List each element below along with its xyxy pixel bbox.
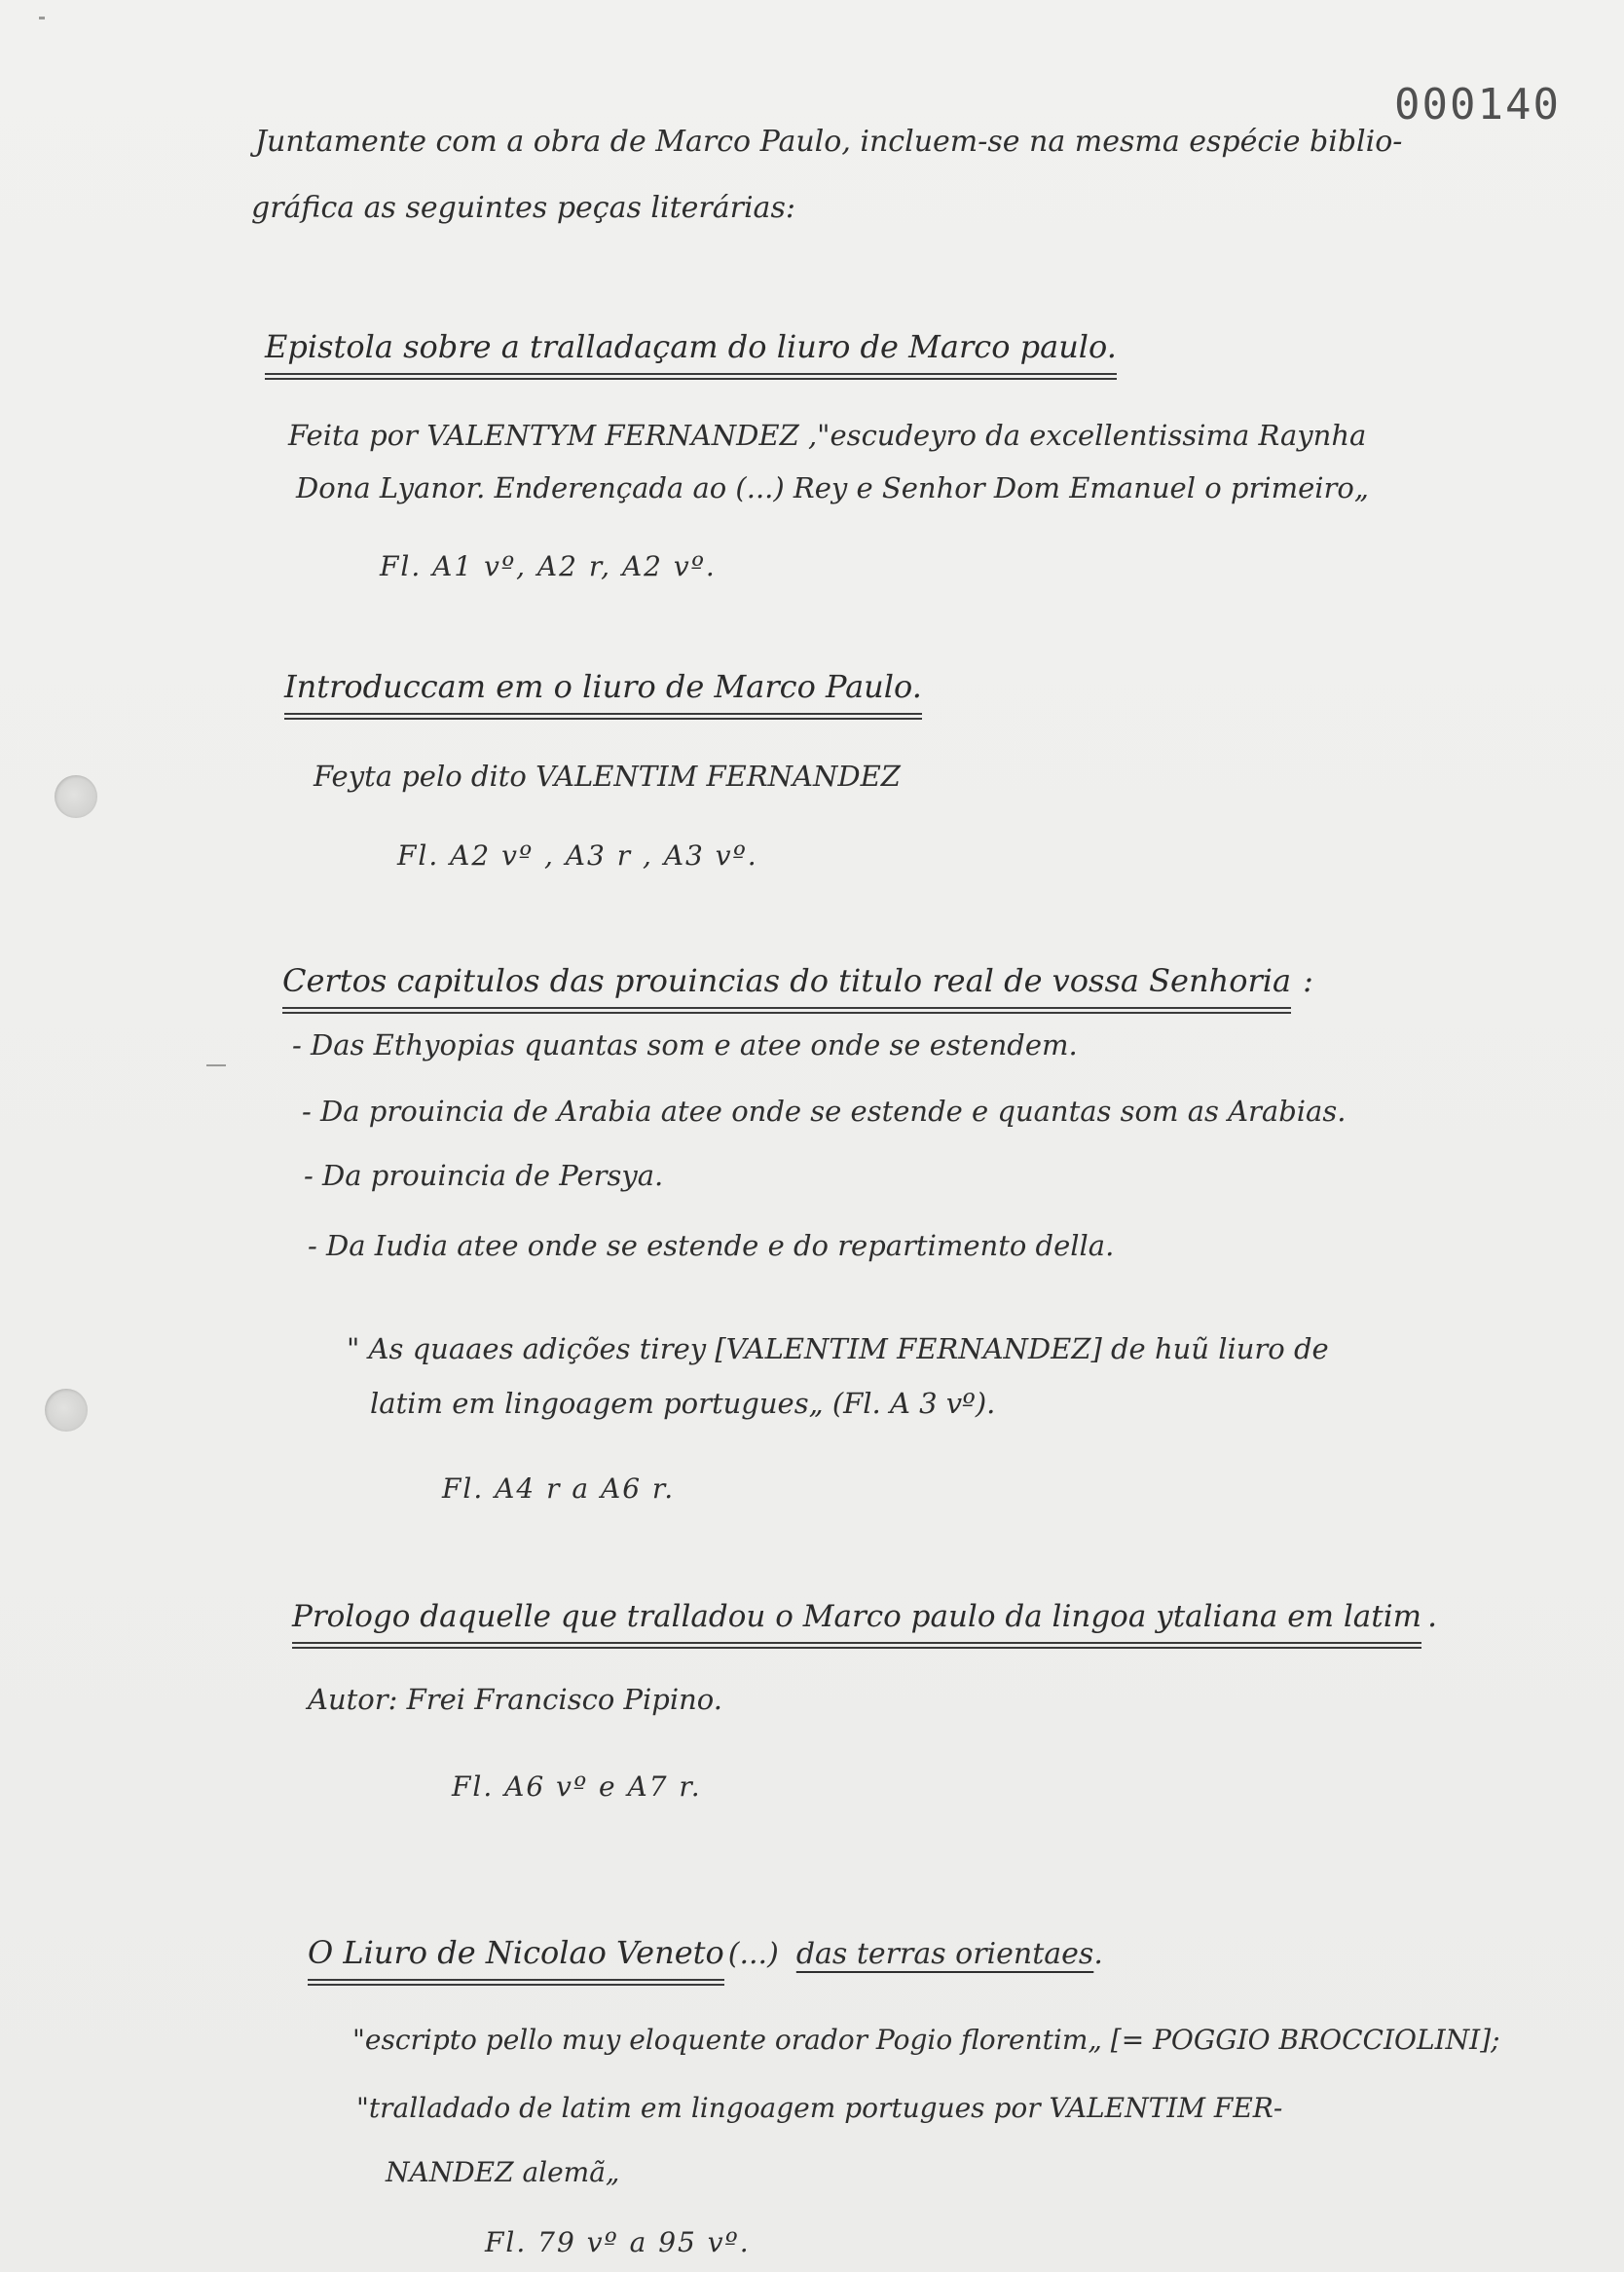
heading-punctuation: . bbox=[1093, 1937, 1103, 1971]
section-heading: Certos capitulos das prouincias do titulo real de vossa Senhoria bbox=[282, 962, 1291, 1009]
quotation-line: NANDEZ alemã„ bbox=[386, 2156, 620, 2188]
section-heading-tail: das terras orientaes bbox=[795, 1937, 1094, 1971]
quotation-line: "escripto pello muy eloquente orador Pogio florentim„ [= POGGIO BROCCIOLINI]; bbox=[352, 2024, 1500, 2056]
folio-reference: Fl. A4 r a A6 r. bbox=[442, 1472, 676, 1505]
folio-reference: Fl. A1 vº, A2 r, A2 vº. bbox=[380, 550, 717, 582]
author-line: Autor: Frei Francisco Pipino. bbox=[308, 1683, 722, 1716]
folio-reference: Fl. A6 vº e A7 r. bbox=[452, 1770, 702, 1803]
punch-hole-lower bbox=[45, 1389, 88, 1432]
section-heading-row bbox=[282, 962, 1313, 999]
punch-hole-upper bbox=[55, 775, 97, 818]
list-item: - Das Ethyopias quantas som e atee onde se estendem. bbox=[292, 1028, 1078, 1062]
quotation-line: " As quaaes adições tirey [VALENTIM FERNANDEZ] de huũ liuro de bbox=[347, 1332, 1329, 1365]
intro-line-2: gráfica as seguintes peças literárias: bbox=[251, 191, 795, 225]
section-heading: Prologo daquelle que tralladou o Marco paulo da lingoa ytaliana em latim bbox=[292, 1599, 1421, 1644]
folio-reference: Fl. 79 vº a 95 vº. bbox=[485, 2226, 751, 2258]
section-text-line: Dona Lyanor. Enderençada ao (...) Rey e Senhor Dom Emanuel o primeiro„ bbox=[296, 471, 1369, 504]
section-heading: Introduccam em o liuro de Marco Paulo. bbox=[284, 668, 922, 715]
section-text-line: Feita por VALENTYM FERNANDEZ ,"escudeyro da excellentissima Raynha bbox=[288, 419, 1367, 452]
section-heading-row bbox=[308, 1934, 1103, 1971]
heading-punctuation: : bbox=[1303, 962, 1313, 999]
archive-number-stamp: 000140 bbox=[1394, 80, 1561, 130]
section-heading-row bbox=[292, 1597, 1437, 1634]
section-heading: Epistola sobre a tralladaçam do liuro de Marco paulo. bbox=[265, 328, 1117, 375]
section-heading: O Liuro de Nicolao Veneto bbox=[308, 1934, 724, 1981]
quotation-line: latim em lingoagem portugues„ (Fl. A 3 vº). bbox=[370, 1387, 996, 1420]
quotation-line: "tralladado de latim em lingoagem portugues por VALENTIM FER- bbox=[356, 2092, 1283, 2124]
list-item: - Da prouincia de Persya. bbox=[304, 1159, 664, 1192]
list-item: - Da Iudia atee onde se estende e do repartimento della. bbox=[308, 1229, 1115, 1262]
heading-ellipsis: (...) bbox=[727, 1937, 779, 1971]
section-text-line: Feyta pelo dito VALENTIM FERNANDEZ bbox=[314, 760, 901, 793]
speck-mark bbox=[206, 1064, 226, 1066]
folio-reference: Fl. A2 vº , A3 r , A3 vº. bbox=[397, 839, 758, 872]
list-item: - Da prouincia de Arabia atee onde se estende e quantas som as Arabias. bbox=[302, 1095, 1347, 1128]
intro-line-1: Juntamente com a obra de Marco Paulo, incluem-se na mesma espécie biblio- bbox=[255, 125, 1403, 159]
speck-mark bbox=[39, 17, 45, 19]
heading-punctuation: . bbox=[1427, 1597, 1438, 1634]
